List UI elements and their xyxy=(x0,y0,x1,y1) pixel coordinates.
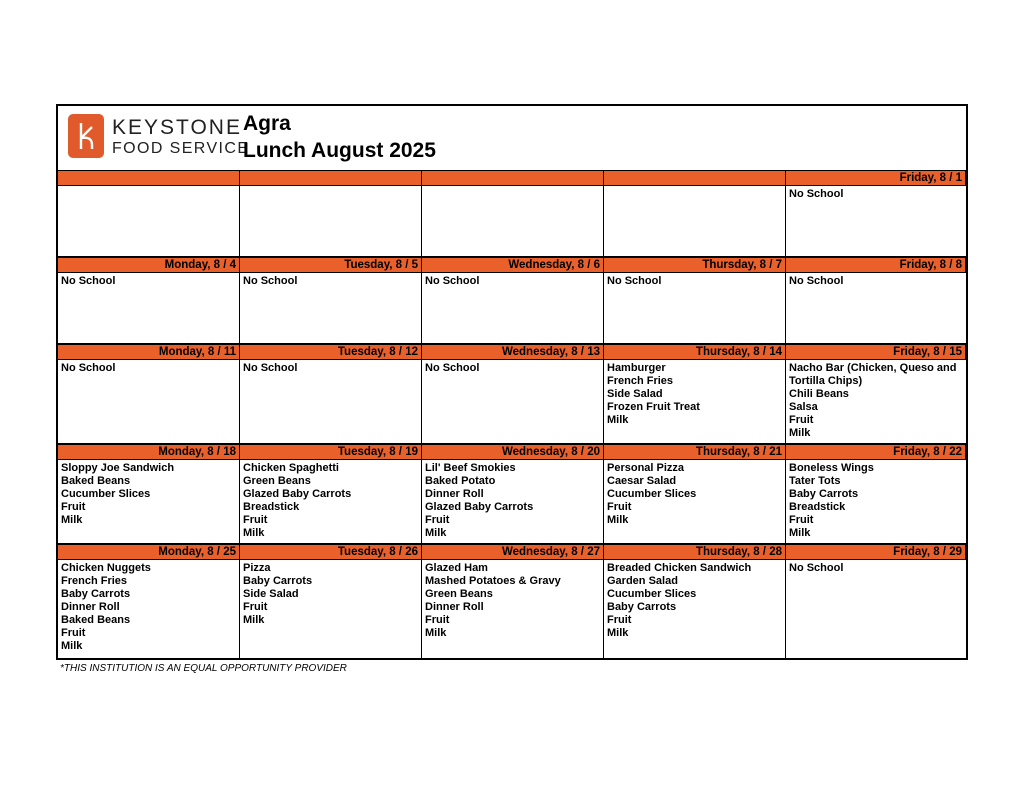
day-cell xyxy=(786,186,966,258)
menu-item: No School xyxy=(607,275,662,287)
menu-item: French Fries xyxy=(607,375,674,387)
week-row xyxy=(58,345,966,445)
menu-item: No School xyxy=(243,275,298,287)
menu-item: Fruit xyxy=(607,501,632,513)
logo-tagline: FOOD SERVICE xyxy=(112,140,250,157)
day-header: Monday, 8 / 11 xyxy=(58,345,240,360)
menu-item: Baked Beans xyxy=(61,614,131,626)
menu-item: Fruit xyxy=(425,614,450,626)
day-header: Thursday, 8 / 14 xyxy=(604,345,786,360)
menu-item: Breadstick xyxy=(243,501,300,513)
day-header xyxy=(58,171,240,186)
day-cell xyxy=(422,186,604,258)
day-cell xyxy=(58,560,240,658)
menu-item: Side Salad xyxy=(607,388,663,400)
menu-item: Dinner Roll xyxy=(425,488,484,500)
menu-item: Caesar Salad xyxy=(607,475,677,487)
menu-item: Tater Tots xyxy=(789,475,841,487)
menu-item: Personal Pizza xyxy=(607,462,685,474)
menu-item: Cucumber Slices xyxy=(607,488,697,500)
menu-item: Baby Carrots xyxy=(607,601,677,613)
menu-item: Milk xyxy=(789,527,811,539)
menu-item: Baked Potato xyxy=(425,475,496,487)
menu-item: Chicken Nuggets xyxy=(61,562,151,574)
day-header: Friday, 8 / 22 xyxy=(786,445,966,460)
menu-item: Pizza xyxy=(243,562,271,574)
day-cell xyxy=(58,460,240,545)
menu-header xyxy=(58,106,966,171)
day-header: Tuesday, 8 / 19 xyxy=(240,445,422,460)
menu-item: French Fries xyxy=(61,575,128,587)
menu-item: Fruit xyxy=(61,627,86,639)
menu-item: Lil' Beef Smokies xyxy=(425,462,516,474)
menu-item: Glazed Baby Carrots xyxy=(243,488,352,500)
menu-item: Breadstick xyxy=(789,501,846,513)
menu-calendar xyxy=(56,104,968,660)
menu-item: No School xyxy=(425,275,480,287)
day-header: Wednesday, 8 / 20 xyxy=(422,445,604,460)
week-row xyxy=(58,445,966,545)
day-header: Monday, 8 / 18 xyxy=(58,445,240,460)
day-header: Tuesday, 8 / 5 xyxy=(240,258,422,273)
menu-item: Boneless Wings xyxy=(789,462,874,474)
menu-item: Chili Beans xyxy=(789,388,849,400)
footer-note: *THIS INSTITUTION IS AN EQUAL OPPORTUNITY PROVIDER xyxy=(60,663,347,674)
menu-item: Side Salad xyxy=(243,588,299,600)
day-cell xyxy=(58,273,240,345)
menu-item: No School xyxy=(789,562,844,574)
menu-item: Dinner Roll xyxy=(61,601,120,613)
menu-item: Milk xyxy=(607,414,629,426)
day-cell xyxy=(240,273,422,345)
day-header: Wednesday, 8 / 27 xyxy=(422,545,604,560)
menu-item: Cucumber Slices xyxy=(61,488,151,500)
menu-item: Milk xyxy=(607,514,629,526)
menu-item: Breaded Chicken Sandwich xyxy=(607,562,752,574)
menu-item: Green Beans xyxy=(243,475,311,487)
menu-item: Fruit xyxy=(243,514,268,526)
menu-item: Milk xyxy=(789,427,811,439)
menu-item: Milk xyxy=(61,640,83,652)
day-header: Tuesday, 8 / 12 xyxy=(240,345,422,360)
day-header: Friday, 8 / 29 xyxy=(786,545,966,560)
menu-item: Milk xyxy=(243,614,265,626)
menu-item: Fruit xyxy=(789,414,814,426)
menu-item: Frozen Fruit Treat xyxy=(607,401,700,413)
menu-item: Fruit xyxy=(243,601,268,613)
day-header: Thursday, 8 / 21 xyxy=(604,445,786,460)
menu-item: No School xyxy=(425,362,480,374)
menu-item: Glazed Ham xyxy=(425,562,488,574)
day-header xyxy=(240,171,422,186)
week-row xyxy=(58,171,966,258)
menu-item: Fruit xyxy=(425,514,450,526)
day-header: Friday, 8 / 1 xyxy=(786,171,966,186)
day-header: Wednesday, 8 / 13 xyxy=(422,345,604,360)
menu-item: Baked Beans xyxy=(61,475,131,487)
day-cell xyxy=(604,186,786,258)
menu-item: Milk xyxy=(243,527,265,539)
day-cell xyxy=(604,460,786,545)
menu-item: Milk xyxy=(607,627,629,639)
day-header xyxy=(604,171,786,186)
day-cell xyxy=(422,360,604,445)
day-cell xyxy=(422,273,604,345)
day-header: Tuesday, 8 / 26 xyxy=(240,545,422,560)
menu-item: Mashed Potatoes & Gravy xyxy=(425,575,561,587)
logo-wordmark: KEYSTONE xyxy=(112,116,242,139)
calendar-grid xyxy=(58,171,966,658)
week-row xyxy=(58,545,966,658)
day-cell xyxy=(604,360,786,445)
menu-item: No School xyxy=(789,188,844,200)
day-cell xyxy=(786,560,966,658)
day-cell xyxy=(786,360,966,445)
day-header: Friday, 8 / 15 xyxy=(786,345,966,360)
day-header: Thursday, 8 / 28 xyxy=(604,545,786,560)
menu-item: Cucumber Slices xyxy=(607,588,697,600)
location-title: Agra xyxy=(243,112,291,135)
menu-item: Chicken Spaghetti xyxy=(243,462,339,474)
day-cell xyxy=(240,560,422,658)
day-header: Monday, 8 / 4 xyxy=(58,258,240,273)
day-cell xyxy=(422,560,604,658)
day-cell xyxy=(58,360,240,445)
week-row xyxy=(58,258,966,345)
menu-item: Glazed Baby Carrots xyxy=(425,501,534,513)
day-header: Wednesday, 8 / 6 xyxy=(422,258,604,273)
menu-item: Nacho Bar (Chicken, Queso and Tortilla Chips) xyxy=(789,362,957,387)
menu-item: No School xyxy=(61,275,116,287)
day-cell xyxy=(786,460,966,545)
day-cell xyxy=(240,186,422,258)
menu-item: Sloppy Joe Sandwich xyxy=(61,462,175,474)
menu-item: Baby Carrots xyxy=(789,488,859,500)
day-cell xyxy=(604,273,786,345)
day-cell xyxy=(786,273,966,345)
menu-item: Milk xyxy=(425,527,447,539)
menu-item: Fruit xyxy=(61,501,86,513)
day-header: Thursday, 8 / 7 xyxy=(604,258,786,273)
menu-item: Baby Carrots xyxy=(61,588,131,600)
day-cell xyxy=(604,560,786,658)
menu-item: Salsa xyxy=(789,401,818,413)
day-header xyxy=(422,171,604,186)
menu-item: Green Beans xyxy=(425,588,493,600)
keystone-logo-icon xyxy=(68,114,104,158)
menu-item: Baby Carrots xyxy=(243,575,313,587)
day-cell xyxy=(240,460,422,545)
menu-item: Dinner Roll xyxy=(425,601,484,613)
day-cell xyxy=(240,360,422,445)
menu-item: Hamburger xyxy=(607,362,666,374)
menu-item: No School xyxy=(789,275,844,287)
day-header: Monday, 8 / 25 xyxy=(58,545,240,560)
menu-item: No School xyxy=(243,362,298,374)
menu-item: Milk xyxy=(425,627,447,639)
menu-item: No School xyxy=(61,362,116,374)
day-cell xyxy=(422,460,604,545)
menu-item: Garden Salad xyxy=(607,575,678,587)
day-header: Friday, 8 / 8 xyxy=(786,258,966,273)
day-cell xyxy=(58,186,240,258)
menu-item: Fruit xyxy=(789,514,814,526)
menu-item: Milk xyxy=(61,514,83,526)
menu-title: Lunch August 2025 xyxy=(243,139,436,162)
menu-item: Fruit xyxy=(607,614,632,626)
